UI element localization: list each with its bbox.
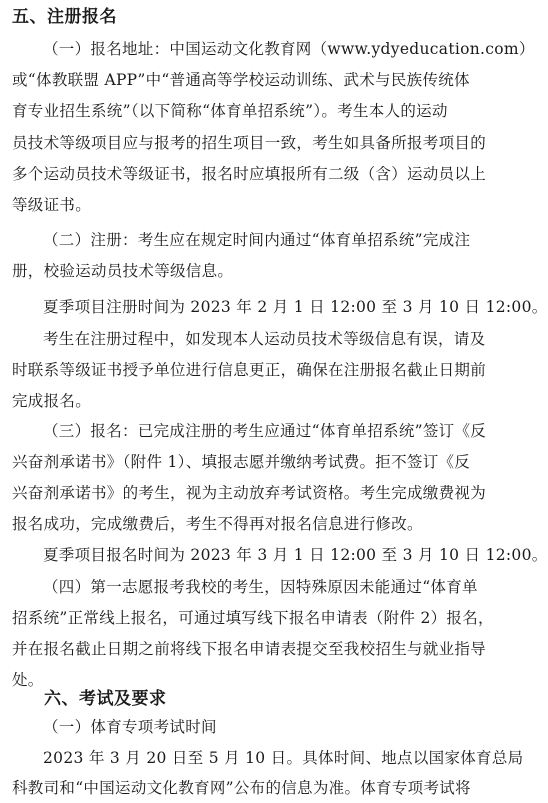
text-line: 夏季项目报名时间为 2023 年 3 月 1 日 12:00 至 3 月 10 日 12:00。 (43, 546, 548, 564)
text-line: 2023 年 3 月 20 日至 5 月 10 日。具体时间、地点以国家体育总局 (43, 749, 524, 767)
paragraph-offline-registration (12, 572, 494, 696)
text-line: 多个运动员技术等级证书，报名时应填报所有二级（含）运动员以上 (12, 164, 487, 183)
text-line: （一）报名地址：中国运动文化教育网（www.ydyeducation.com） (43, 40, 535, 58)
text-line: 招系统”正常线上报名，可通过填写线下报名申请表（附件 2）报名， (12, 609, 494, 627)
text-line: 报名成功，完成缴费后，考生不得再对报名信息进行修改。 (12, 515, 423, 533)
text-line: 或“体教联盟 APP”中“普通高等学校运动训练、武术与民族传统体 (12, 71, 470, 90)
text-line: 完成报名。 (12, 392, 92, 410)
text-line: 夏季项目注册时间为 2023 年 2 月 1 日 12:00 至 3 月 10 日 12:00。 (43, 298, 548, 316)
text-line: 科教司和“中国运动文化教育网”公布的信息为准。体育专项考试将 (12, 779, 471, 797)
paragraph-signup-correction (12, 324, 486, 417)
text-line: 兴奋剂承诺书》的考生，视为主动放弃考试资格。考生完成缴费视为 (12, 484, 487, 502)
text-line: （四）第一志愿报考我校的考生，因特殊原因未能通过“体育单 (43, 578, 478, 596)
paragraph-exam-time (12, 743, 523, 803)
text-line: （三）报名：已完成注册的考生应通过“体育单招系统”签订《反 (43, 422, 487, 440)
paragraph-summer-signup-time (12, 292, 548, 323)
text-line: 册，校验运动员技术等级信息。 (12, 262, 234, 280)
subheading-exam-time: （一）体育专项考试时间 (43, 718, 217, 736)
paragraph-summer-apply-time (12, 540, 548, 571)
text-line: 时联系等级证书授予单位进行信息更正，确保在注册报名截止日期前 (12, 361, 487, 379)
paragraph-registration-apply (12, 416, 486, 540)
text-line: 兴奋剂承诺书》（附件 1）、填报志愿并缴纳考试费。拒不签订《反 (12, 453, 471, 471)
text-line: （二）注册：考生应在规定时间内通过“体育单招系统”完成注 (43, 231, 471, 249)
text-line: 员技术等级项目应与报考的招生项目一致，考生如具备所报考项目的 (12, 133, 487, 152)
text-line: 并在报名截止日期之前将线下报名申请表提交至我校招生与就业指导 (12, 640, 487, 658)
text-line: 考生在注册过程中，如发现本人运动员技术等级信息有误，请及 (43, 330, 486, 348)
text-line: 等级证书。 (12, 196, 92, 215)
section-heading-registration: 五、注册报名 (12, 7, 117, 27)
text-line: 处。 (12, 671, 44, 689)
section-heading-exam: 六、考试及要求 (44, 689, 167, 709)
paragraph-registration-signup (12, 225, 470, 287)
paragraph-registration-address (12, 34, 535, 221)
text-line: 育专业招生系统”（以下简称“体育单招系统”）。考生本人的运动 (12, 102, 448, 121)
